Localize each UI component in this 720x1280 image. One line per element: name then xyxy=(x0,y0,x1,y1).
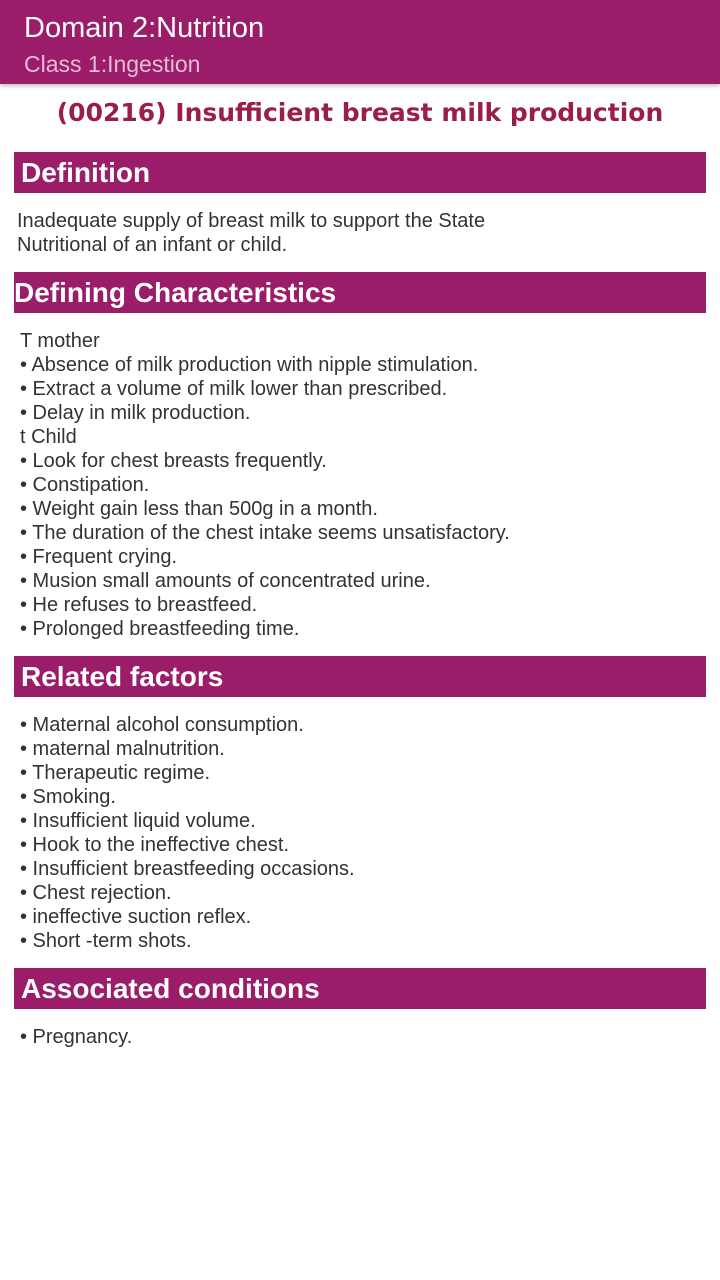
list-item: • He refuses to breastfeed. xyxy=(20,594,258,616)
list-item: • Therapeutic regime. xyxy=(20,762,211,784)
list-item: • Frequent crying. xyxy=(20,546,178,568)
list-item: • maternal malnutrition. xyxy=(20,738,225,760)
defining-characteristics-header xyxy=(14,272,706,313)
page-title: (00216) Insufficient breast milk production xyxy=(56,98,664,127)
list-item: T mother xyxy=(20,330,100,352)
list-item: • ineffective suction reflex. xyxy=(20,906,252,928)
list-item: • Insufficient liquid volume. xyxy=(20,810,256,832)
definition-line: Nutritional of an infant or child. xyxy=(17,234,288,256)
list-item: • Maternal alcohol consumption. xyxy=(20,714,304,736)
list-item: • Delay in milk production. xyxy=(20,402,251,424)
list-item: • Insufficient breastfeeding occasions. xyxy=(20,858,355,880)
app-bar-subtitle: Class 1:Ingestion xyxy=(24,51,201,77)
app-bar-title: Domain 2:Nutrition xyxy=(24,12,265,44)
list-item: • Hook to the ineffective chest. xyxy=(20,834,290,856)
list-item: • Pregnancy. xyxy=(20,1026,133,1048)
list-item: • Weight gain less than 500g in a month. xyxy=(20,498,378,520)
related-factors-header-label: Related factors xyxy=(21,661,224,692)
list-item: • Extract a volume of milk lower than prescribed. xyxy=(20,378,448,400)
definition-line: Inadequate supply of breast milk to support the State xyxy=(17,210,486,232)
associated-conditions-header-label: Associated conditions xyxy=(21,973,320,1004)
list-item: • Constipation. xyxy=(20,474,150,496)
list-item: t Child xyxy=(20,426,77,448)
list-item: • Smoking. xyxy=(20,786,116,808)
defining-characteristics-header-label: Defining Characteristics xyxy=(14,277,337,308)
related-factors-list xyxy=(20,713,710,953)
associated-conditions-list xyxy=(20,1025,710,1049)
defining-characteristics-list xyxy=(20,329,710,641)
related-factors-header xyxy=(14,656,706,697)
list-item: • The duration of the chest intake seems unsatisfactory. xyxy=(20,522,510,544)
list-item: • Musion small amounts of concentrated urine. xyxy=(20,570,431,592)
list-item: • Absence of milk production with nipple stimulation. xyxy=(20,354,479,376)
list-item: • Short -term shots. xyxy=(20,930,192,952)
definition-header-label: Definition xyxy=(21,157,151,188)
list-item: • Chest rejection. xyxy=(20,882,172,904)
list-item: • Prolonged breastfeeding time. xyxy=(20,618,300,640)
associated-conditions-header xyxy=(14,968,706,1009)
app-bar xyxy=(0,0,720,84)
definition-header xyxy=(14,152,706,193)
definition-text xyxy=(17,209,707,257)
list-item: • Look for chest breasts frequently. xyxy=(20,450,327,472)
